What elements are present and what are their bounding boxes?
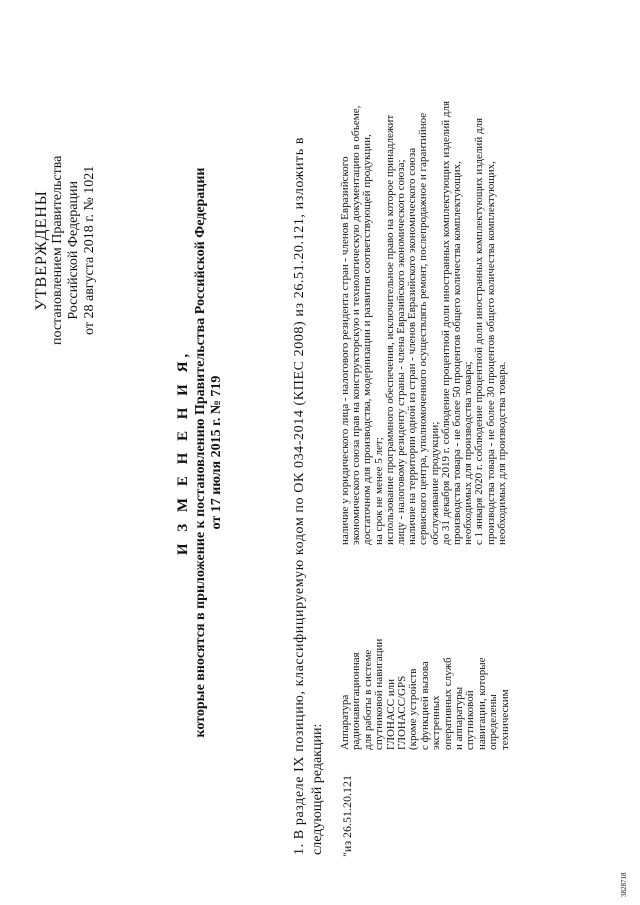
product-name	[340, 600, 511, 750]
requirement-line: наличие у юридического лица - налогового резидента стран - членов Евразийского	[339, 156, 351, 545]
requirements-list	[340, 25, 508, 545]
requirement-line: лицу - налоговому резиденту страны - члена Евразийского экономического союза;	[395, 159, 408, 545]
product-name-line: экстренных	[430, 695, 443, 750]
approval-title: УТВЕРЖДЕНЫ	[33, 190, 50, 311]
requirement-line: достаточном для производства, модернизации и развития соответствующей продукции,	[361, 134, 374, 545]
requirement-line: производства товара - не более 50 процентов общего количества комплектующих,	[451, 161, 464, 545]
requirement-line: сервисного центра, уполномоченного осуществлять ремонт, послепродажное и гарантийное	[417, 112, 430, 545]
requirement-line: до 31 декабря 2019 г. соблюдение процентной доли иностранных комплектующих изделий для	[439, 100, 452, 545]
requirement-line: использование программного обеспечения, исключительное право на которое принадлежит	[383, 114, 396, 545]
document-subtitle-1: которые вносятся в приложение к постановлению Правительства Российской Федерации	[193, 167, 208, 738]
requirement-line: наличие на территории одной из стран - членов Евразийского экономического союза	[406, 147, 419, 545]
requirement-line: экономического союза прав на конструкторскую и технологическую документацию в объеме,	[350, 105, 363, 545]
requirement-line: необходимых для производства товара.	[495, 361, 508, 545]
product-name-line: для работы в системе	[361, 649, 374, 750]
product-name-line: ГЛОНАСС или	[384, 679, 397, 750]
product-name-line: спутниковой	[464, 690, 477, 750]
product-name-line: спутниковой навигации	[373, 638, 386, 750]
requirement-line: на срок не менее 5 лет;	[372, 437, 385, 545]
product-name-line: и аппаратуры	[453, 686, 466, 750]
document-title: И З М Е Н Е Н И Я,	[175, 349, 191, 556]
product-code: "из 26.51.20.121	[340, 774, 354, 857]
requirement-line: производства товара - не более 30 процентов общего количества комплектующих,	[484, 161, 497, 545]
approval-block	[34, 156, 98, 345]
intro-paragraph: 1. В разделе IX позицию, классифицируемую кодом по ОК 034-2014 (КПЕС 2008) из 26.51.20.121, изложить в	[292, 136, 307, 855]
approval-line-2: Российской Федерации	[66, 181, 81, 320]
product-name-line: радионавигационная	[350, 652, 363, 750]
requirement-line: обслуживание продукции;	[428, 421, 441, 545]
product-name-line: ГЛОНАСС/GPS	[396, 675, 409, 750]
product-name-line: (кроме устройств	[407, 668, 420, 750]
requirement-line: необходимых для производства товара;	[462, 361, 475, 545]
approval-line-3: от 28 августа 2018 г. № 1021	[82, 165, 97, 335]
product-name-line: техническим	[498, 689, 511, 750]
product-name-line: с функцией вызова	[418, 661, 431, 750]
document-subtitle-2: от 17 июля 2015 г. № 719	[209, 375, 224, 530]
requirement-line: с 1 января 2020 г. соблюдение процентной доли иностранных комплектующих изделий для	[473, 117, 486, 545]
document-number: 3828718	[620, 872, 628, 897]
product-name-line: оперативных служб	[441, 657, 454, 750]
product-name-line: определены	[487, 694, 500, 750]
product-name-line: Аппаратура	[339, 694, 351, 750]
intro-paragraph-continuation: следующей редакции:	[310, 723, 325, 855]
product-name-line: навигации, которые	[475, 657, 488, 750]
approval-line-1: постановлением Правительства	[50, 155, 65, 345]
